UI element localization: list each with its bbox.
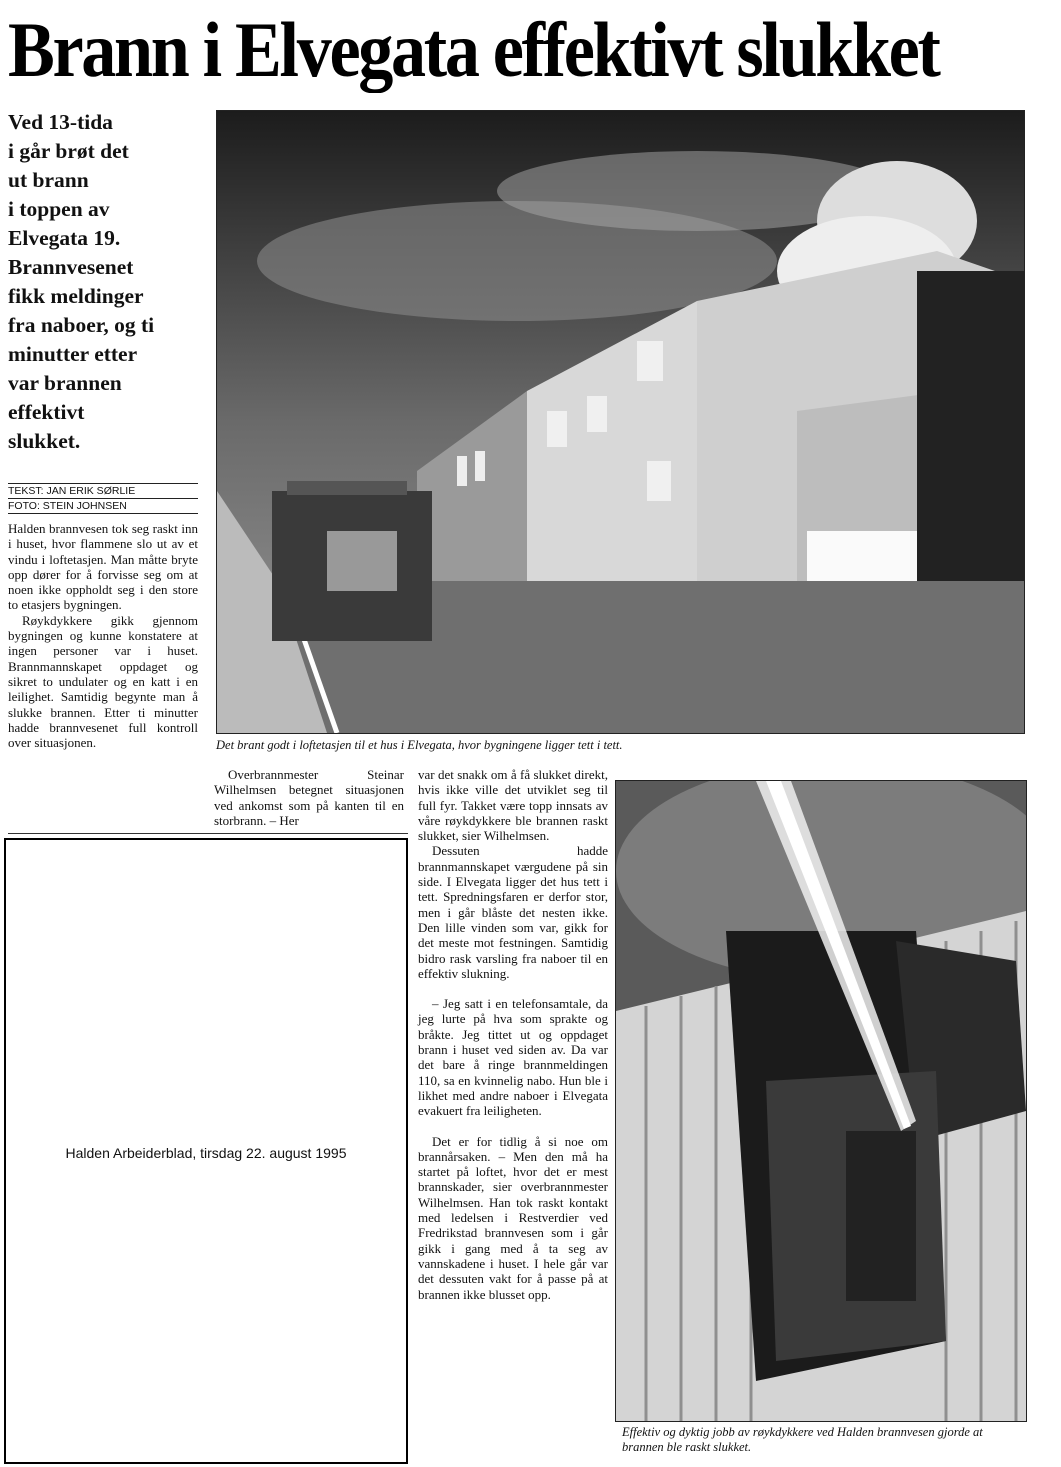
- col3-paragraph-2: Dessuten hadde brannmannskapet værgudene på sin side. I Elvegata ligger det hus tett i tett. Spredningsfaren er derfor stor, men i går blåste det nesten ikke. Den lille vinden som var, gikk for det meste mot festningen. Samtidig bidro rask varsling fra naboer til en effektiv slukning.: [418, 843, 608, 981]
- article-column-1: [8, 521, 198, 750]
- lead-paragraph: Ved 13-tida i går brøt det ut brann i toppen av Elvegata 19. Brannvesenet fikk meldinger fra naboer, og ti minutter etter var brannen effektivt slukket.: [8, 110, 155, 453]
- col3-paragraph-3: – Jeg satt i en telefonsamtale, da jeg lurte på hva som sprakte og bråkte. Jeg tittet ut og oppdaget brann i huset ved siden av. Da var det bare å ringe brannmeldingen 110, sa en kvinnelig nabo. Hun ble i likhet med andre naboer i Elvegata evakuert fra leiligheten.: [418, 996, 608, 1119]
- photo-caption-2: Effektiv og dyktig jobb av røykdykkere ved Halden brannvesen gjorde at brannen ble raskt slukket.: [622, 1425, 983, 1454]
- firefighter-illustration: [616, 781, 1026, 1421]
- col3-paragraph-1: var det snakk om å få slukket direkt, hvis ikke ville det utviklet seg til full fyr. Takket være topp innsats av våre røykdykkere ble brannen raskt slukket, sier Wilhelmsen.: [418, 767, 608, 844]
- col1-paragraph-2: Røykdykkere gikk gjennom bygningen og kunne konstatere at ingen personer var i huset. Brannmannskapet oppdaget og sikret to undulater og en katt i en leilighet. Samtidig begynte man å slukke brannen. Etter ti minutter hadde brannvesenet full kontroll over situasjonen.: [8, 612, 198, 751]
- byline-photo: FOTO: STEIN JOHNSEN: [8, 499, 198, 514]
- headline: Brann i Elvegata effektivt slukket: [8, 6, 939, 93]
- fire-photo-window: [615, 780, 1027, 1422]
- byline: [8, 483, 198, 514]
- article-column-2: [214, 767, 404, 828]
- col2-paragraph: Overbrannmester Steinar Wilhelmsen betegnet situasjonen ved ankomst som på kanten til en storbrann. – Her: [214, 767, 404, 828]
- source-note-box: [4, 838, 408, 1464]
- col1-paragraph-1: Halden brannvesen tok seg raskt inn i huset, hvor flammene slo ut av et vindu i loftetasjen. Man måtte bryte opp dører for å forvisse seg om at noen ikke oppholdt seg i den store to etasjers bygningen.: [8, 521, 198, 613]
- street-scene-illustration: [217, 111, 1024, 733]
- byline-text: TEKST: JAN ERIK SØRLIE: [8, 483, 198, 499]
- photo-caption-1: Det brant godt i loftetasjen til et hus i Elvegata, hvor bygningene ligger tett i tett.: [216, 738, 623, 752]
- column-rule: [8, 833, 408, 834]
- article-column-3: [418, 767, 608, 1302]
- col3-paragraph-4: Det er for tidlig å si noe om brannårsaken. – Men den må ha startet på loftet, hvor det er mest brannskader, sier overbrannmester Wilhelmsen. Han tok raskt kontakt med ledelsen i Restverdier ved Fredrikstad brannvesen som i går gikk i gang med å ta seg av vannskadene i huset. I hele går var det dessuten vakt for å passe på at brannen ikke blusset opp.: [418, 1133, 608, 1302]
- fire-photo-street: [216, 110, 1025, 734]
- source-note: Halden Arbeiderblad, tirsdag 22. august 1995: [65, 1145, 347, 1161]
